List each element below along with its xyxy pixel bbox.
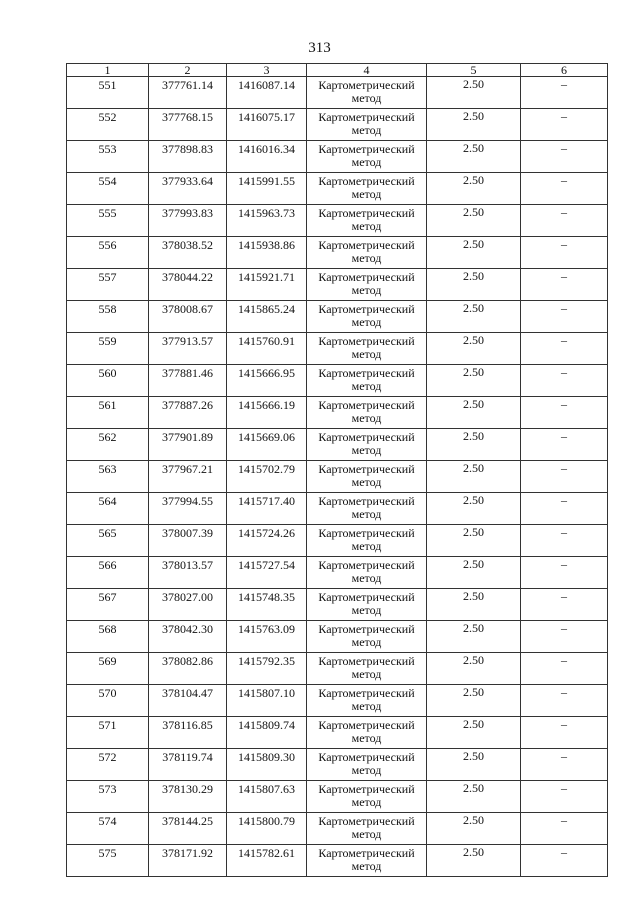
table-row — [67, 237, 608, 269]
description-cell: – — [521, 845, 608, 877]
x-coordinate-cell: 378038.52 — [149, 237, 227, 269]
method-cell — [307, 781, 427, 813]
y-coordinate-cell: 1415666.95 — [227, 365, 307, 397]
method-line-1: Картометрический — [318, 686, 415, 700]
description-cell: – — [521, 461, 608, 493]
method-cell — [307, 397, 427, 429]
point-number-cell: 552 — [67, 109, 149, 141]
y-coordinate-cell: 1415763.09 — [227, 621, 307, 653]
method-line-1: Картометрический — [318, 174, 415, 188]
y-coordinate-cell: 1415717.40 — [227, 493, 307, 525]
accuracy-cell: 2.50 — [427, 333, 521, 365]
method-line-1: Картометрический — [318, 430, 415, 444]
y-coordinate-cell: 1416075.17 — [227, 109, 307, 141]
description-cell: – — [521, 429, 608, 461]
method-line-2: метод — [351, 187, 382, 201]
x-coordinate-cell: 377901.89 — [149, 429, 227, 461]
method-line-1: Картометрический — [318, 142, 415, 156]
description-cell: – — [521, 365, 608, 397]
method-cell — [307, 589, 427, 621]
method-line-2: метод — [351, 123, 382, 137]
x-coordinate-cell: 378116.85 — [149, 717, 227, 749]
method-line-2: метод — [351, 603, 382, 617]
method-cell — [307, 301, 427, 333]
y-coordinate-cell: 1415807.10 — [227, 685, 307, 717]
description-cell: – — [521, 781, 608, 813]
y-coordinate-cell: 1415702.79 — [227, 461, 307, 493]
accuracy-cell: 2.50 — [427, 429, 521, 461]
point-number-cell: 571 — [67, 717, 149, 749]
y-coordinate-cell: 1415666.19 — [227, 397, 307, 429]
accuracy-cell: 2.50 — [427, 77, 521, 109]
method-line-2: метод — [351, 635, 382, 649]
accuracy-cell: 2.50 — [427, 845, 521, 877]
table-row — [67, 781, 608, 813]
table-row — [67, 141, 608, 173]
table-row — [67, 621, 608, 653]
point-number-cell: 566 — [67, 557, 149, 589]
accuracy-cell: 2.50 — [427, 525, 521, 557]
y-coordinate-cell: 1415963.73 — [227, 205, 307, 237]
method-line-1: Картометрический — [318, 846, 415, 860]
method-cell — [307, 845, 427, 877]
y-coordinate-cell: 1415809.30 — [227, 749, 307, 781]
x-coordinate-cell: 378144.25 — [149, 813, 227, 845]
column-header: 6 — [521, 64, 608, 77]
method-line-2: метод — [351, 731, 382, 745]
point-number-cell: 574 — [67, 813, 149, 845]
table-row — [67, 397, 608, 429]
y-coordinate-cell: 1415792.35 — [227, 653, 307, 685]
accuracy-cell: 2.50 — [427, 685, 521, 717]
method-line-2: метод — [351, 379, 382, 393]
method-line-1: Картометрический — [318, 110, 415, 124]
method-cell — [307, 717, 427, 749]
table-row — [67, 365, 608, 397]
method-line-1: Картометрический — [318, 302, 415, 316]
point-number-cell: 554 — [67, 173, 149, 205]
method-line-2: метод — [351, 571, 382, 585]
description-cell: – — [521, 653, 608, 685]
accuracy-cell: 2.50 — [427, 365, 521, 397]
y-coordinate-cell: 1415760.91 — [227, 333, 307, 365]
method-line-1: Картометрический — [318, 494, 415, 508]
y-coordinate-cell: 1415938.86 — [227, 237, 307, 269]
accuracy-cell: 2.50 — [427, 621, 521, 653]
description-cell: – — [521, 77, 608, 109]
accuracy-cell: 2.50 — [427, 269, 521, 301]
method-line-1: Картометрический — [318, 750, 415, 764]
point-number-cell: 563 — [67, 461, 149, 493]
table-row — [67, 493, 608, 525]
description-cell: – — [521, 301, 608, 333]
table-row — [67, 653, 608, 685]
x-coordinate-cell: 377761.14 — [149, 77, 227, 109]
y-coordinate-cell: 1415807.63 — [227, 781, 307, 813]
x-coordinate-cell: 378008.67 — [149, 301, 227, 333]
table-row — [67, 557, 608, 589]
y-coordinate-cell: 1415800.79 — [227, 813, 307, 845]
method-cell — [307, 493, 427, 525]
method-line-1: Картометрический — [318, 238, 415, 252]
column-header: 5 — [427, 64, 521, 77]
accuracy-cell: 2.50 — [427, 237, 521, 269]
x-coordinate-cell: 378130.29 — [149, 781, 227, 813]
x-coordinate-cell: 377933.64 — [149, 173, 227, 205]
description-cell: – — [521, 589, 608, 621]
accuracy-cell: 2.50 — [427, 301, 521, 333]
point-number-cell: 564 — [67, 493, 149, 525]
point-number-cell: 567 — [67, 589, 149, 621]
point-number-cell: 561 — [67, 397, 149, 429]
method-cell — [307, 141, 427, 173]
y-coordinate-cell: 1415809.74 — [227, 717, 307, 749]
point-number-cell: 573 — [67, 781, 149, 813]
method-line-2: метод — [351, 475, 382, 489]
method-cell — [307, 237, 427, 269]
method-line-2: метод — [351, 443, 382, 457]
point-number-cell: 570 — [67, 685, 149, 717]
description-cell: – — [521, 333, 608, 365]
accuracy-cell: 2.50 — [427, 109, 521, 141]
table-row — [67, 77, 608, 109]
method-line-2: метод — [351, 667, 382, 681]
point-number-cell: 565 — [67, 525, 149, 557]
method-line-1: Картометрический — [318, 558, 415, 572]
method-line-2: метод — [351, 827, 382, 841]
description-cell: – — [521, 621, 608, 653]
point-number-cell: 558 — [67, 301, 149, 333]
description-cell: – — [521, 685, 608, 717]
accuracy-cell: 2.50 — [427, 749, 521, 781]
method-cell — [307, 557, 427, 589]
description-cell: – — [521, 109, 608, 141]
table-row — [67, 333, 608, 365]
table-row — [67, 205, 608, 237]
column-header: 2 — [149, 64, 227, 77]
method-cell — [307, 621, 427, 653]
table-row — [67, 589, 608, 621]
accuracy-cell: 2.50 — [427, 589, 521, 621]
y-coordinate-cell: 1415991.55 — [227, 173, 307, 205]
accuracy-cell: 2.50 — [427, 205, 521, 237]
accuracy-cell: 2.50 — [427, 781, 521, 813]
method-cell — [307, 205, 427, 237]
method-cell — [307, 333, 427, 365]
table-row — [67, 429, 608, 461]
description-cell: – — [521, 813, 608, 845]
table-row — [67, 173, 608, 205]
method-cell — [307, 461, 427, 493]
method-cell — [307, 525, 427, 557]
method-cell — [307, 173, 427, 205]
description-cell: – — [521, 493, 608, 525]
point-number-cell: 562 — [67, 429, 149, 461]
description-cell: – — [521, 269, 608, 301]
method-line-2: метод — [351, 251, 382, 265]
point-number-cell: 568 — [67, 621, 149, 653]
method-line-2: метод — [351, 315, 382, 329]
column-header: 1 — [67, 64, 149, 77]
accuracy-cell: 2.50 — [427, 397, 521, 429]
y-coordinate-cell: 1415724.26 — [227, 525, 307, 557]
y-coordinate-cell: 1415865.24 — [227, 301, 307, 333]
column-header: 4 — [307, 64, 427, 77]
x-coordinate-cell: 378044.22 — [149, 269, 227, 301]
description-cell: – — [521, 397, 608, 429]
method-line-1: Картометрический — [318, 526, 415, 540]
method-line-1: Картометрический — [318, 206, 415, 220]
method-line-2: метод — [351, 219, 382, 233]
method-line-1: Картометрический — [318, 622, 415, 636]
method-line-2: метод — [351, 795, 382, 809]
coordinates-table — [66, 63, 608, 877]
page-number: 313 — [308, 40, 331, 56]
table-header-row — [67, 64, 608, 77]
table-row — [67, 269, 608, 301]
x-coordinate-cell: 378119.74 — [149, 749, 227, 781]
x-coordinate-cell: 377768.15 — [149, 109, 227, 141]
method-cell — [307, 653, 427, 685]
table-row — [67, 301, 608, 333]
method-line-1: Картометрический — [318, 334, 415, 348]
method-line-2: метод — [351, 699, 382, 713]
x-coordinate-cell: 378171.92 — [149, 845, 227, 877]
table-row — [67, 685, 608, 717]
table-row — [67, 813, 608, 845]
y-coordinate-cell: 1415782.61 — [227, 845, 307, 877]
description-cell: – — [521, 557, 608, 589]
x-coordinate-cell: 377967.21 — [149, 461, 227, 493]
table-row — [67, 461, 608, 493]
point-number-cell: 560 — [67, 365, 149, 397]
point-number-cell: 553 — [67, 141, 149, 173]
method-line-2: метод — [351, 539, 382, 553]
method-line-2: метод — [351, 411, 382, 425]
accuracy-cell: 2.50 — [427, 493, 521, 525]
point-number-cell: 556 — [67, 237, 149, 269]
x-coordinate-cell: 378104.47 — [149, 685, 227, 717]
point-number-cell: 572 — [67, 749, 149, 781]
x-coordinate-cell: 377993.83 — [149, 205, 227, 237]
table-row — [67, 717, 608, 749]
y-coordinate-cell: 1415748.35 — [227, 589, 307, 621]
description-cell: – — [521, 749, 608, 781]
method-line-1: Картометрический — [318, 718, 415, 732]
method-cell — [307, 77, 427, 109]
point-number-cell: 569 — [67, 653, 149, 685]
x-coordinate-cell: 377887.26 — [149, 397, 227, 429]
method-line-2: метод — [351, 91, 382, 105]
x-coordinate-cell: 378082.86 — [149, 653, 227, 685]
point-number-cell: 555 — [67, 205, 149, 237]
method-line-1: Картометрический — [318, 814, 415, 828]
method-cell — [307, 109, 427, 141]
description-cell: – — [521, 141, 608, 173]
x-coordinate-cell: 378042.30 — [149, 621, 227, 653]
description-cell: – — [521, 237, 608, 269]
method-line-1: Картометрический — [318, 78, 415, 92]
method-line-1: Картометрический — [318, 366, 415, 380]
x-coordinate-cell: 377898.83 — [149, 141, 227, 173]
method-cell — [307, 685, 427, 717]
y-coordinate-cell: 1415921.71 — [227, 269, 307, 301]
description-cell: – — [521, 205, 608, 237]
method-line-1: Картометрический — [318, 654, 415, 668]
point-number-cell: 559 — [67, 333, 149, 365]
method-cell — [307, 749, 427, 781]
x-coordinate-cell: 377881.46 — [149, 365, 227, 397]
table-row — [67, 749, 608, 781]
accuracy-cell: 2.50 — [427, 141, 521, 173]
table-row — [67, 109, 608, 141]
description-cell: – — [521, 525, 608, 557]
accuracy-cell: 2.50 — [427, 813, 521, 845]
method-line-1: Картометрический — [318, 782, 415, 796]
method-cell — [307, 269, 427, 301]
column-header: 3 — [227, 64, 307, 77]
method-line-2: метод — [351, 283, 382, 297]
point-number-cell: 557 — [67, 269, 149, 301]
method-line-2: метод — [351, 347, 382, 361]
accuracy-cell: 2.50 — [427, 717, 521, 749]
y-coordinate-cell: 1416016.34 — [227, 141, 307, 173]
x-coordinate-cell: 378027.00 — [149, 589, 227, 621]
x-coordinate-cell: 377994.55 — [149, 493, 227, 525]
x-coordinate-cell: 378007.39 — [149, 525, 227, 557]
method-line-2: метод — [351, 507, 382, 521]
y-coordinate-cell: 1415727.54 — [227, 557, 307, 589]
y-coordinate-cell: 1415669.06 — [227, 429, 307, 461]
description-cell: – — [521, 717, 608, 749]
method-line-1: Картометрический — [318, 590, 415, 604]
method-line-2: метод — [351, 155, 382, 169]
table-row — [67, 845, 608, 877]
accuracy-cell: 2.50 — [427, 173, 521, 205]
x-coordinate-cell: 377913.57 — [149, 333, 227, 365]
method-line-1: Картометрический — [318, 270, 415, 284]
point-number-cell: 551 — [67, 77, 149, 109]
method-line-2: метод — [351, 763, 382, 777]
accuracy-cell: 2.50 — [427, 653, 521, 685]
point-number-cell: 575 — [67, 845, 149, 877]
method-cell — [307, 429, 427, 461]
method-cell — [307, 813, 427, 845]
description-cell: – — [521, 173, 608, 205]
method-line-2: метод — [351, 859, 382, 873]
table-row — [67, 525, 608, 557]
accuracy-cell: 2.50 — [427, 557, 521, 589]
y-coordinate-cell: 1416087.14 — [227, 77, 307, 109]
method-line-1: Картометрический — [318, 462, 415, 476]
accuracy-cell: 2.50 — [427, 461, 521, 493]
method-cell — [307, 365, 427, 397]
method-line-1: Картометрический — [318, 398, 415, 412]
x-coordinate-cell: 378013.57 — [149, 557, 227, 589]
